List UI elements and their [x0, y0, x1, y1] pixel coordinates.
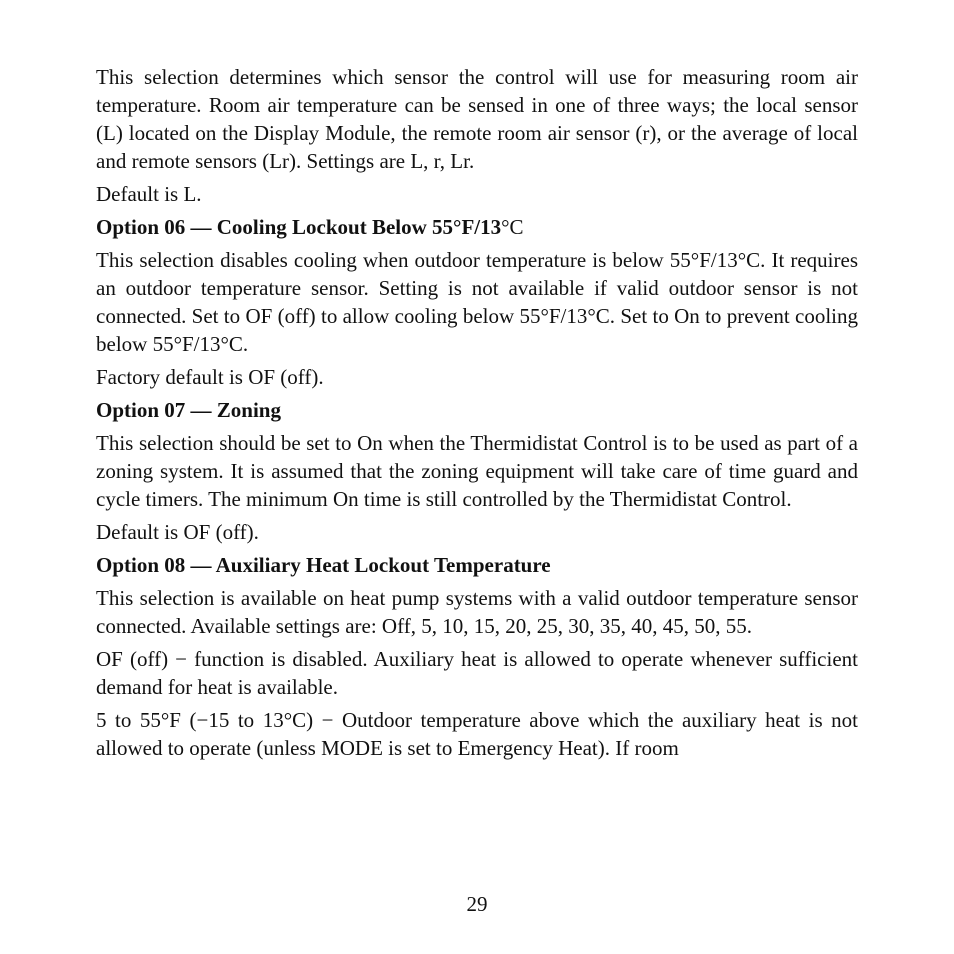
- option-07-default: Default is OF (off).: [96, 520, 259, 544]
- sensor-default-text: Default is L.: [96, 182, 202, 206]
- option-06-heading-text: Option 06 — Cooling Lockout Below 55°F/13: [96, 215, 502, 239]
- option-07-heading: Option 07 — Zoning: [96, 398, 281, 422]
- option-08-range-description: 5 to 55°F (−15 to 13°C) − Outdoor temperature above which the auxiliary heat is not allowed to operate (unless MODE is set to Emergency Heat). If room: [96, 708, 858, 760]
- option-06-default: Factory default is OF (off).: [96, 365, 324, 389]
- option-06-heading-unit: °C: [501, 215, 524, 239]
- option-08-body: This selection is available on heat pump systems with a valid outdoor temperature sensor connected. Available settings are: Off, 5, 10, 15, 20, 25, 30, 35, 40, 45, 50, 55.: [96, 586, 858, 638]
- document-body: [96, 63, 858, 767]
- option-06-body: This selection disables cooling when outdoor temperature is below 55°F/13°C. It requires an outdoor temperature sensor. Setting is not available if valid outdoor sensor is not connected. Set to OF (off) to allow cooling below 55°F/13°C. Set to On to prevent cooling below 55°F/13°C.: [96, 248, 858, 356]
- option-08-off-description: OF (off) − function is disabled. Auxiliary heat is allowed to operate whenever sufficient demand for heat is available.: [96, 647, 858, 699]
- option-08-heading: Option 08 — Auxiliary Heat Lockout Temperature: [96, 553, 551, 577]
- option-06-heading: [96, 213, 858, 241]
- option-07-body: This selection should be set to On when the Thermidistat Control is to be used as part of a zoning system. It is assumed that the zoning equipment will take care of time guard and cycle timers. The minimum On time is still controlled by the Thermidistat Control.: [96, 431, 858, 511]
- page-number: 29: [466, 892, 488, 916]
- sensor-selection-paragraph: This selection determines which sensor the control will use for measuring room air temperature. Room air temperature can be sensed in one of three ways; the local sensor (L) located on the Display Module, the remote room air sensor (r), or the average of local and remote sensors (Lr). Settings are L, r, Lr.: [96, 65, 858, 173]
